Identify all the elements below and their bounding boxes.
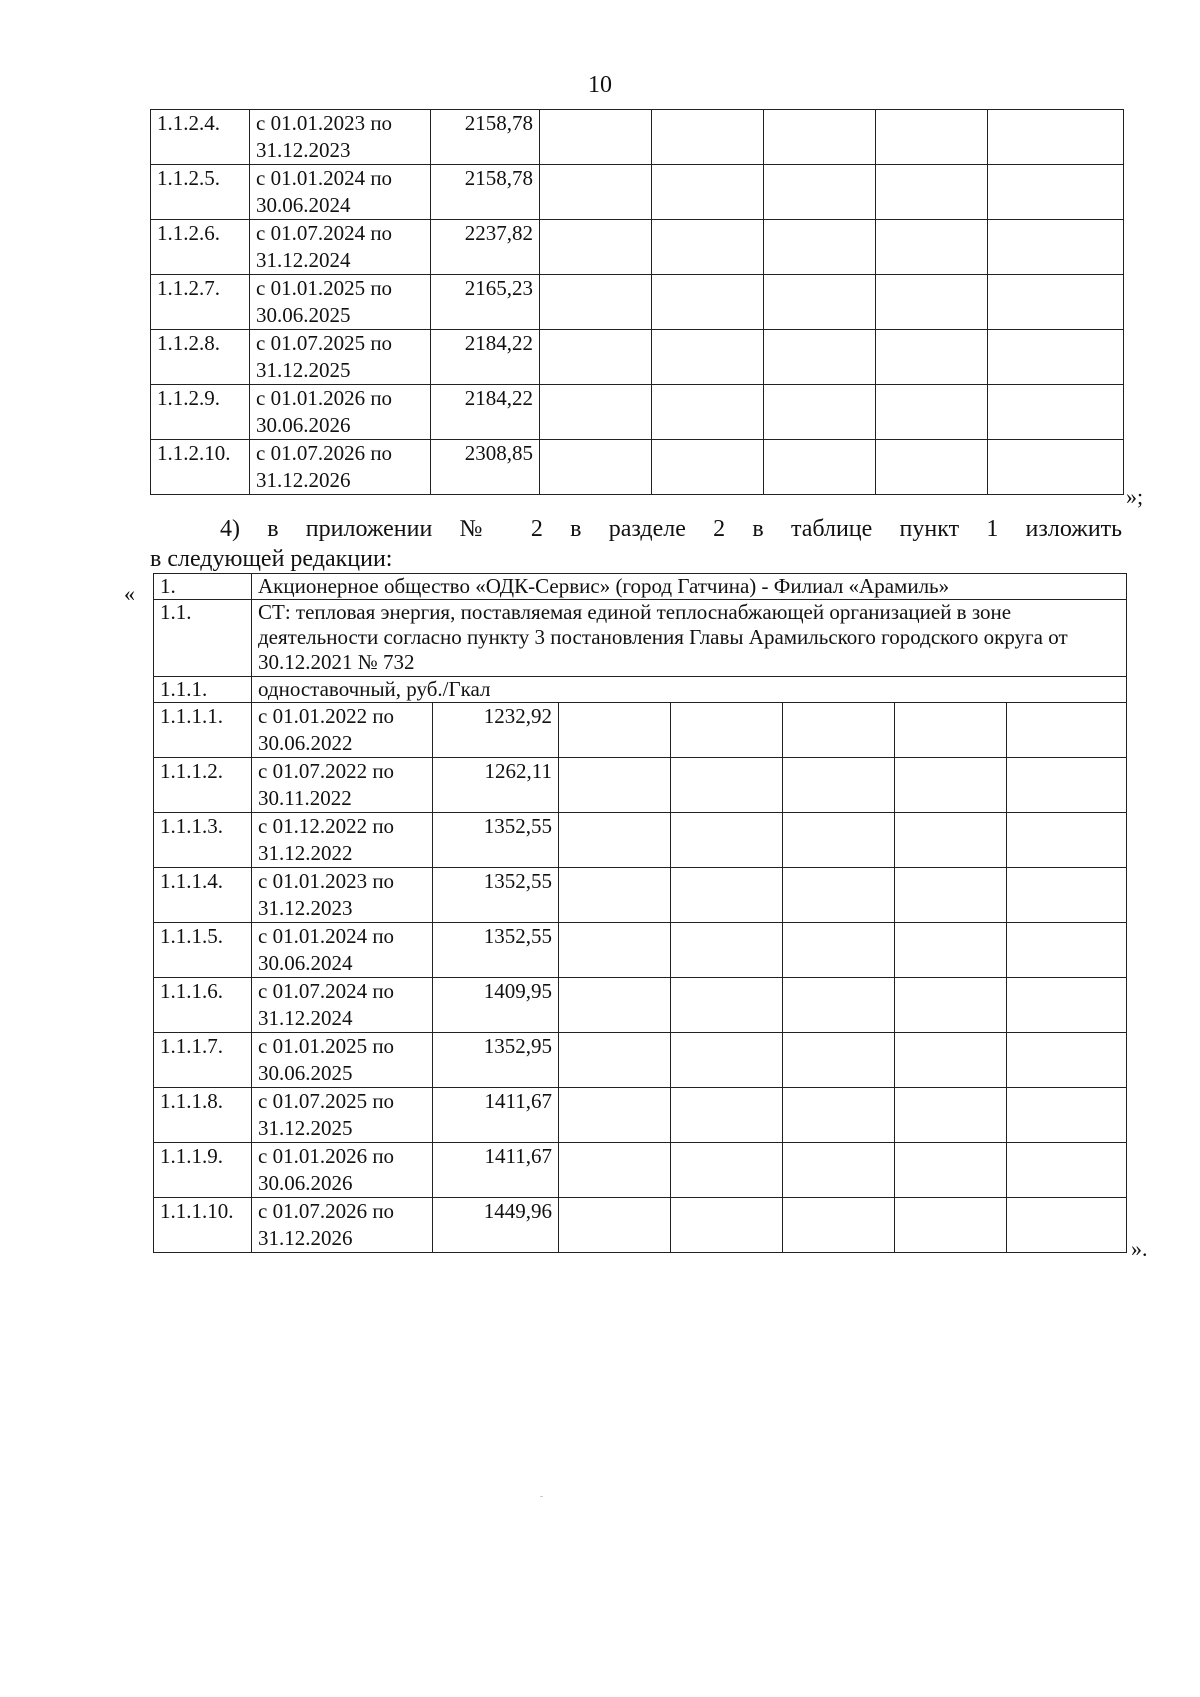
paragraph-word: 4) в xyxy=(220,516,279,542)
empty-cell xyxy=(783,1198,895,1253)
table-row xyxy=(151,165,1124,220)
row-period: с 01.01.2024 по 30.06.2024 xyxy=(250,165,431,220)
empty-cell xyxy=(764,330,876,385)
service-description: СТ: тепловая энергия, поставляемая единой теплоснабжающей организацией в зоне деятельности согласно пункту 3 постановления Главы Арамильского городского округа от 30.12.2021 № 732 xyxy=(252,600,1127,677)
row-period: с 01.01.2026 по 30.06.2026 xyxy=(250,385,431,440)
empty-cell xyxy=(652,275,764,330)
empty-cell xyxy=(783,703,895,758)
row-value: 1232,92 xyxy=(433,703,559,758)
empty-cell xyxy=(559,1088,671,1143)
empty-cell xyxy=(671,1198,783,1253)
empty-cell xyxy=(671,813,783,868)
empty-cell xyxy=(988,165,1124,220)
table-row xyxy=(154,1088,1127,1143)
row-value: 1352,55 xyxy=(433,868,559,923)
paragraph-word: таблице xyxy=(790,516,873,542)
tariff-table-continued xyxy=(150,109,1124,495)
empty-cell xyxy=(559,813,671,868)
empty-cell xyxy=(783,758,895,813)
row-code: 1.1.1.5. xyxy=(154,923,252,978)
empty-cell xyxy=(1007,868,1127,923)
empty-cell xyxy=(764,385,876,440)
row-period: с 01.07.2026 по 31.12.2026 xyxy=(252,1198,433,1253)
empty-cell xyxy=(783,1033,895,1088)
empty-cell xyxy=(876,330,988,385)
table-row xyxy=(154,1143,1127,1198)
row-code: 1.1.2.6. xyxy=(151,220,250,275)
row-value: 1411,67 xyxy=(433,1088,559,1143)
empty-cell xyxy=(671,923,783,978)
empty-cell xyxy=(652,110,764,165)
empty-cell xyxy=(988,110,1124,165)
row-value: 2184,22 xyxy=(431,330,540,385)
empty-cell xyxy=(895,923,1007,978)
empty-cell xyxy=(559,868,671,923)
row-code: 1.1.1.10. xyxy=(154,1198,252,1253)
empty-cell xyxy=(559,978,671,1033)
empty-cell xyxy=(1007,923,1127,978)
empty-cell xyxy=(895,813,1007,868)
empty-cell xyxy=(1007,1088,1127,1143)
row-value: 1352,55 xyxy=(433,923,559,978)
row-period: с 01.07.2024 по 31.12.2024 xyxy=(250,220,431,275)
empty-cell xyxy=(988,275,1124,330)
empty-cell xyxy=(540,330,652,385)
empty-cell xyxy=(540,220,652,275)
scan-speck xyxy=(540,1496,543,1497)
empty-cell xyxy=(1007,1143,1127,1198)
empty-cell xyxy=(876,165,988,220)
empty-cell xyxy=(764,165,876,220)
empty-cell xyxy=(895,758,1007,813)
row-period: с 01.07.2024 по 31.12.2024 xyxy=(252,978,433,1033)
empty-cell xyxy=(895,703,1007,758)
empty-cell xyxy=(671,978,783,1033)
row-value: 1411,67 xyxy=(433,1143,559,1198)
table-row xyxy=(151,385,1124,440)
empty-cell xyxy=(559,923,671,978)
row-code: 1.1.1.3. xyxy=(154,813,252,868)
empty-cell xyxy=(988,440,1124,495)
tariff-table-new xyxy=(153,573,1127,1253)
empty-cell xyxy=(652,440,764,495)
row-value: 1352,55 xyxy=(433,813,559,868)
empty-cell xyxy=(652,220,764,275)
row-value: 2158,78 xyxy=(431,165,540,220)
row-code: 1.1.2.9. xyxy=(151,385,250,440)
row-code: 1.1.1.9. xyxy=(154,1143,252,1198)
empty-cell xyxy=(895,1088,1007,1143)
table-row xyxy=(154,703,1127,758)
empty-cell xyxy=(1007,703,1127,758)
empty-cell xyxy=(988,220,1124,275)
closing-quote-mark: ». xyxy=(1131,1236,1148,1261)
row-code: 1.1.2.7. xyxy=(151,275,250,330)
amendment-paragraph xyxy=(150,515,1122,543)
table-row xyxy=(154,868,1127,923)
row-period: с 01.01.2025 по 30.06.2025 xyxy=(252,1033,433,1088)
table-row xyxy=(154,813,1127,868)
empty-cell xyxy=(764,440,876,495)
row-value: 2165,23 xyxy=(431,275,540,330)
empty-cell xyxy=(764,110,876,165)
empty-cell xyxy=(671,1088,783,1143)
row-code: 1.1.2.10. xyxy=(151,440,250,495)
empty-cell xyxy=(559,703,671,758)
empty-cell xyxy=(652,165,764,220)
row-value: 1262,11 xyxy=(433,758,559,813)
table-row xyxy=(154,923,1127,978)
empty-cell xyxy=(895,1143,1007,1198)
table-row xyxy=(154,1198,1127,1253)
closing-quote-mark: »; xyxy=(1126,484,1144,509)
page-number: 10 xyxy=(588,72,612,98)
empty-cell xyxy=(652,330,764,385)
empty-cell xyxy=(671,1143,783,1198)
row-code: 1.1.2.8. xyxy=(151,330,250,385)
paragraph-word: 2 xyxy=(713,516,726,542)
service-code: 1.1. xyxy=(154,600,252,677)
empty-cell xyxy=(1007,1198,1127,1253)
service-row xyxy=(154,600,1127,677)
empty-cell xyxy=(895,1033,1007,1088)
empty-cell xyxy=(540,385,652,440)
row-period: с 01.07.2026 по 31.12.2026 xyxy=(250,440,431,495)
empty-cell xyxy=(1007,1033,1127,1088)
row-period: с 01.01.2022 по 30.06.2022 xyxy=(252,703,433,758)
empty-cell xyxy=(1007,758,1127,813)
row-period: с 01.01.2024 по 30.06.2024 xyxy=(252,923,433,978)
empty-cell xyxy=(559,1198,671,1253)
empty-cell xyxy=(559,1143,671,1198)
empty-cell xyxy=(783,868,895,923)
empty-cell xyxy=(988,330,1124,385)
empty-cell xyxy=(783,978,895,1033)
empty-cell xyxy=(540,440,652,495)
opening-quote-mark: « xyxy=(124,581,135,606)
empty-cell xyxy=(540,165,652,220)
empty-cell xyxy=(876,110,988,165)
row-value: 1449,96 xyxy=(433,1198,559,1253)
paragraph-word: в xyxy=(570,516,582,542)
table-row xyxy=(151,110,1124,165)
amendment-paragraph-continuation: в следующей редакции: xyxy=(150,546,393,572)
paragraph-word: разделе xyxy=(608,516,686,542)
row-period: с 01.07.2025 по 31.12.2025 xyxy=(250,330,431,385)
empty-cell xyxy=(783,1088,895,1143)
empty-cell xyxy=(540,275,652,330)
row-value: 2308,85 xyxy=(431,440,540,495)
empty-cell xyxy=(988,385,1124,440)
empty-cell xyxy=(540,110,652,165)
row-period: с 01.01.2023 по 31.12.2023 xyxy=(252,868,433,923)
row-code: 1.1.1.6. xyxy=(154,978,252,1033)
table-row xyxy=(154,758,1127,813)
empty-cell xyxy=(671,1033,783,1088)
table-row xyxy=(151,440,1124,495)
empty-cell xyxy=(876,220,988,275)
row-period: с 01.12.2022 по 31.12.2022 xyxy=(252,813,433,868)
organization-code: 1. xyxy=(154,574,252,600)
row-period: с 01.01.2026 по 30.06.2026 xyxy=(252,1143,433,1198)
empty-cell xyxy=(671,703,783,758)
tariff-type-label: одноставочный, руб./Гкал xyxy=(252,677,1127,703)
paragraph-word: приложении xyxy=(305,516,433,542)
paragraph-word: изложить xyxy=(1025,516,1123,542)
empty-cell xyxy=(783,923,895,978)
empty-cell xyxy=(783,1143,895,1198)
empty-cell xyxy=(876,440,988,495)
table-row xyxy=(151,220,1124,275)
tariff-type-row xyxy=(154,677,1127,703)
organization-row xyxy=(154,574,1127,600)
empty-cell xyxy=(783,813,895,868)
row-period: с 01.01.2023 по 31.12.2023 xyxy=(250,110,431,165)
empty-cell xyxy=(559,1033,671,1088)
row-code: 1.1.1.7. xyxy=(154,1033,252,1088)
organization-name: Акционерное общество «ОДК-Сервис» (город Гатчина) - Филиал «Арамиль» xyxy=(252,574,1127,600)
row-code: 1.1.1.4. xyxy=(154,868,252,923)
row-code: 1.1.1.8. xyxy=(154,1088,252,1143)
empty-cell xyxy=(671,868,783,923)
empty-cell xyxy=(764,275,876,330)
row-value: 2184,22 xyxy=(431,385,540,440)
table-row xyxy=(151,275,1124,330)
row-value: 1352,95 xyxy=(433,1033,559,1088)
row-value: 1409,95 xyxy=(433,978,559,1033)
empty-cell xyxy=(559,758,671,813)
table-row xyxy=(154,1033,1127,1088)
row-code: 1.1.2.5. xyxy=(151,165,250,220)
empty-cell xyxy=(876,385,988,440)
table-row xyxy=(151,330,1124,385)
paragraph-word: пункт xyxy=(899,516,960,542)
empty-cell xyxy=(1007,978,1127,1033)
paragraph-word: в xyxy=(752,516,764,542)
table-row xyxy=(154,978,1127,1033)
row-value: 2158,78 xyxy=(431,110,540,165)
empty-cell xyxy=(671,758,783,813)
empty-cell xyxy=(652,385,764,440)
row-code: 1.1.1.2. xyxy=(154,758,252,813)
row-code: 1.1.1.1. xyxy=(154,703,252,758)
row-value: 2237,82 xyxy=(431,220,540,275)
empty-cell xyxy=(895,868,1007,923)
empty-cell xyxy=(876,275,988,330)
paragraph-word: № 2 xyxy=(459,516,543,542)
empty-cell xyxy=(895,978,1007,1033)
row-period: с 01.01.2025 по 30.06.2025 xyxy=(250,275,431,330)
empty-cell xyxy=(764,220,876,275)
empty-cell xyxy=(1007,813,1127,868)
row-period: с 01.07.2022 по 30.11.2022 xyxy=(252,758,433,813)
row-code: 1.1.2.4. xyxy=(151,110,250,165)
empty-cell xyxy=(895,1198,1007,1253)
tariff-type-code: 1.1.1. xyxy=(154,677,252,703)
row-period: с 01.07.2025 по 31.12.2025 xyxy=(252,1088,433,1143)
paragraph-word: 1 xyxy=(986,516,999,542)
